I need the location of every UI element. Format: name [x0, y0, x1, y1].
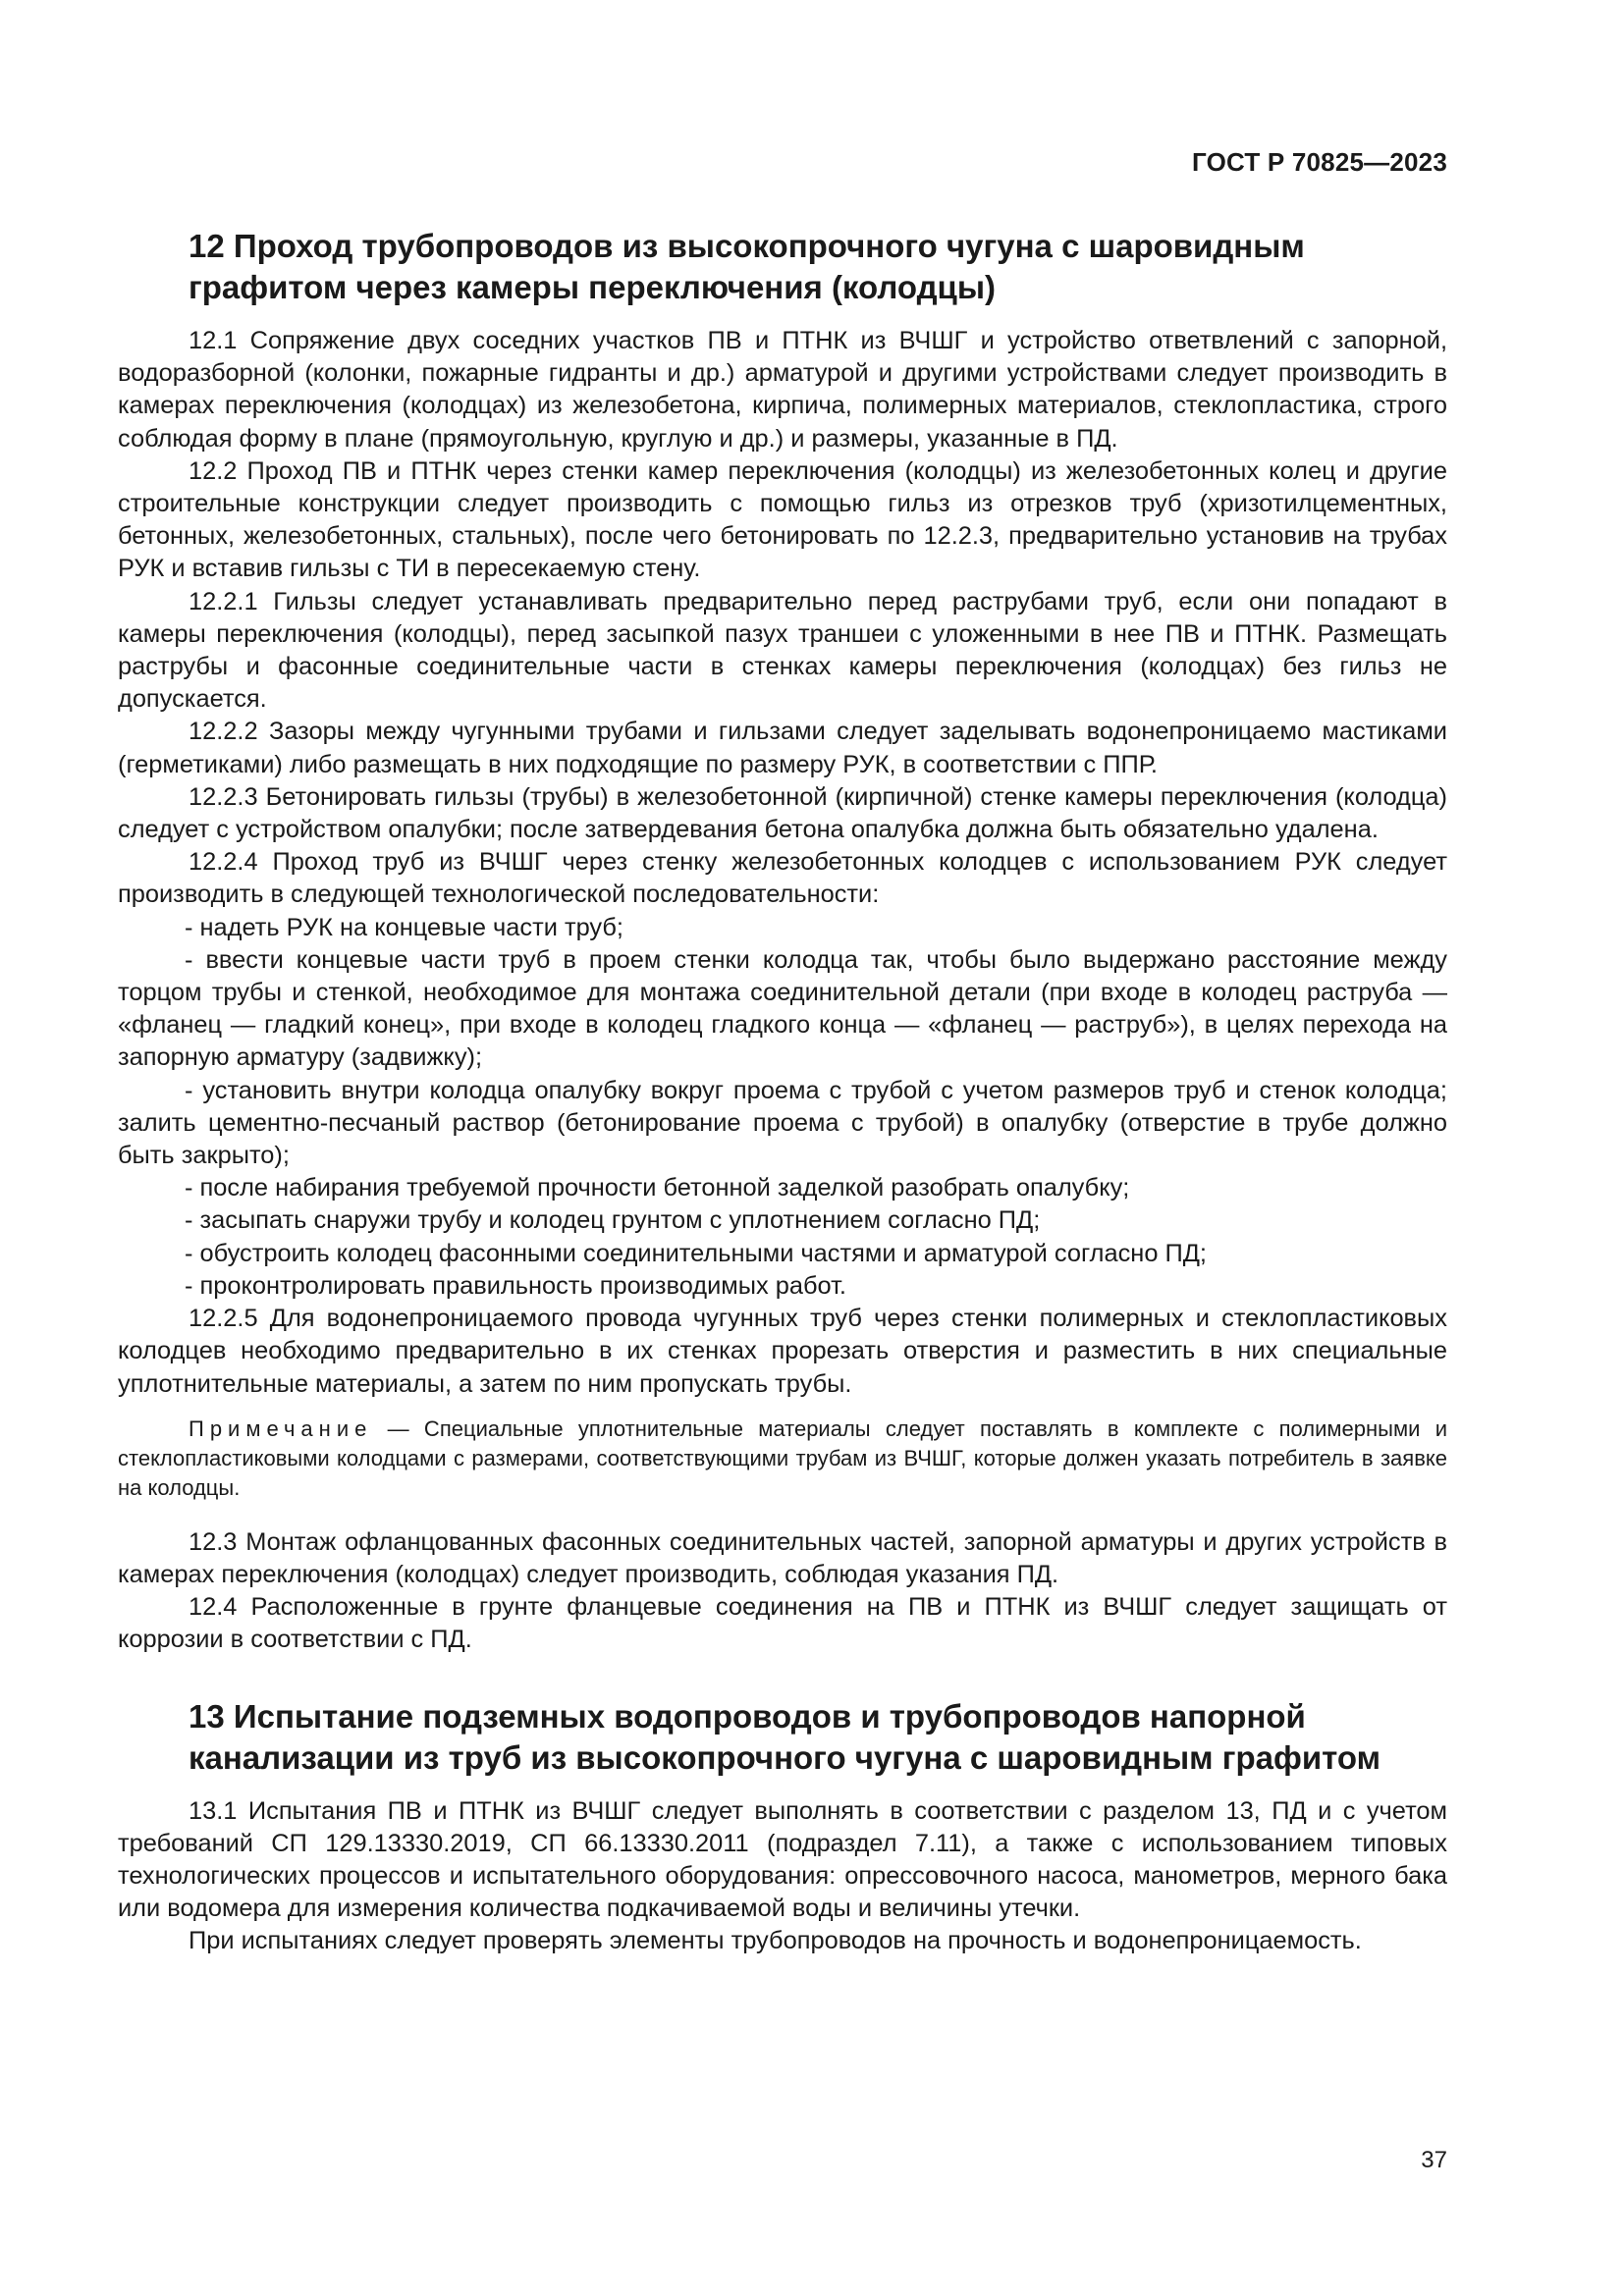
- paragraph-12-3: 12.3 Монтаж офланцованных фасонных соединительных частей, запорной арматуры и других устройств в камерах переключения (колодцах) следует производить, соблюдая указания ПД.: [118, 1527, 1447, 1588]
- step-item: - установить внутри колодца опалубку вокруг проема с трубой с учетом размеров труб и стенок колодца; залить цементно-песчаный раствор (бетонирование проема с трубой) в опалубку (отверстие в трубе должно быть закрыто);: [118, 1076, 1447, 1170]
- note-block: [118, 1415, 1447, 1503]
- page-number: 37: [1421, 2147, 1447, 2173]
- paragraph-12-2: 12.2 Проход ПВ и ПТНК через стенки камер переключения (колодцы) из железобетонных колец и другие строительные конструкции следует производить с помощью гильз из отрезков труб (хризотилцементных, бетонных, железобетонных, стальных), после чего бетонировать по 12.2.3, предварительно установив на трубах РУК и вставив гильзы с ТИ в пересекаемую стену.: [118, 456, 1447, 583]
- step-item: - после набирания требуемой прочности бетонной заделкой разобрать опалубку;: [185, 1174, 1130, 1202]
- paragraph-12-2-4: 12.2.4 Проход труб из ВЧШГ через стенку железобетонных колодцев с использованием РУК следует производить в следующей технологической последовательности:: [118, 848, 1447, 909]
- step-item: - засыпать снаружи трубу и колодец грунтом с уплотнением согласно ПД;: [185, 1206, 1041, 1235]
- paragraph-13-1: 13.1 Испытания ПВ и ПТНК из ВЧШГ следует выполнять в соответствии с разделом 13, ПД и с учетом требований СП 129.13330.2019, СП 66.13330.2011 (подраздел 7.11), а также с использованием типовых технологических процессов и испытательного оборудования: опрессовочного насоса, манометров, мерного бака или водомера для измерения количества подкачиваемой воды и величины утечки.: [118, 1796, 1447, 1923]
- paragraph-12-2-2: 12.2.2 Зазоры между чугунными трубами и гильзами следует заделывать водонепроницаемо мастиками (герметиками) либо размещать в них подходящие по размеру РУК, в соответствии с ППР.: [118, 718, 1447, 778]
- step-item: - обустроить колодец фасонными соединительными частями и арматурой согласно ПД;: [185, 1239, 1207, 1267]
- paragraph-12-1: 12.1 Сопряжение двух соседних участков ПВ и ПТНК из ВЧШГ и устройство ответвлений с запорной, водоразборной (колонки, пожарные гидранты и др.) арматурой и другими устройствами следует производить в камерах переключения (колодцах) из железобетона, кирпича, полимерных материалов, стеклопластика, строго соблюдая форму в плане (прямоугольную, круглую и др.) и размеры, указанные в ПД.: [118, 327, 1447, 453]
- document-id: ГОСТ Р 70825—2023: [1192, 147, 1447, 177]
- note-text: — Специальные уплотнительные материалы следует поставлять в комплекте с полимерными и стеклопластиковыми колодцами с размерами, соответствующими трубам из ВЧШГ, которые должен указать потребитель в заявке на колодцы.: [118, 1415, 1447, 1500]
- step-item: - проконтролировать правильность производимых работ.: [185, 1271, 846, 1300]
- paragraph-13-1-continuation: При испытаниях следует проверять элементы трубопроводов на прочность и водонепроницаемость.: [189, 1927, 1362, 1955]
- step-item: - надеть РУК на концевые части труб;: [185, 913, 623, 941]
- paragraph-12-2-3: 12.2.3 Бетонировать гильзы (трубы) в железобетонной (кирпичной) стенке камеры переключения (колодца) следует с устройством опалубки; после затвердевания бетона опалубка должна быть обязательно удалена.: [118, 782, 1447, 844]
- section-12-title: 12 Проход трубопроводов из высокопрочного чугуна с шаровидным графитом через камеры переключения (колодцы): [189, 228, 1305, 305]
- paragraph-12-4: 12.4 Расположенные в грунте фланцевые соединения на ПВ и ПТНК из ВЧШГ следует защищать от коррозии в соответствии с ПД.: [118, 1593, 1447, 1654]
- note-label: Примечание: [189, 1415, 373, 1441]
- paragraph-12-2-5: 12.2.5 Для водонепроницаемого провода чугунных труб через стенки полимерных и стеклопластиковых колодцев необходимо предварительно в их стенках прорезать отверстия и разместить в них специальные уплотнительные материалы, а затем по ним пропускать трубы.: [118, 1305, 1447, 1398]
- page-body: [118, 226, 1447, 1958]
- paragraph-12-2-1: 12.2.1 Гильзы следует устанавливать предварительно перед раструбами труб, если они попадают в камеры переключения (колодцы), перед засыпкой пазух траншеи с уложенными в нее ПВ и ПТНК. Размещать раструбы и фасонные соединительные части в стенках камеры переключения (колодцах) без гильз не допускается.: [118, 587, 1447, 714]
- step-item: - ввести концевые части труб в проем стенки колодца так, чтобы было выдержано расстояние между торцом трубы и стенкой, необходимое для монтажа соединительной детали (при входе в колодец раструба — «фланец — гладкий конец», при входе в колодец гладкого конца — «фланец — раструб»), в целях перехода на запорную арматуру (задвижку);: [118, 945, 1447, 1072]
- section-13-title: 13 Испытание подземных водопроводов и трубопроводов напорной канализации из труб из высокопрочного чугуна с шаровидным графитом: [189, 1697, 1381, 1776]
